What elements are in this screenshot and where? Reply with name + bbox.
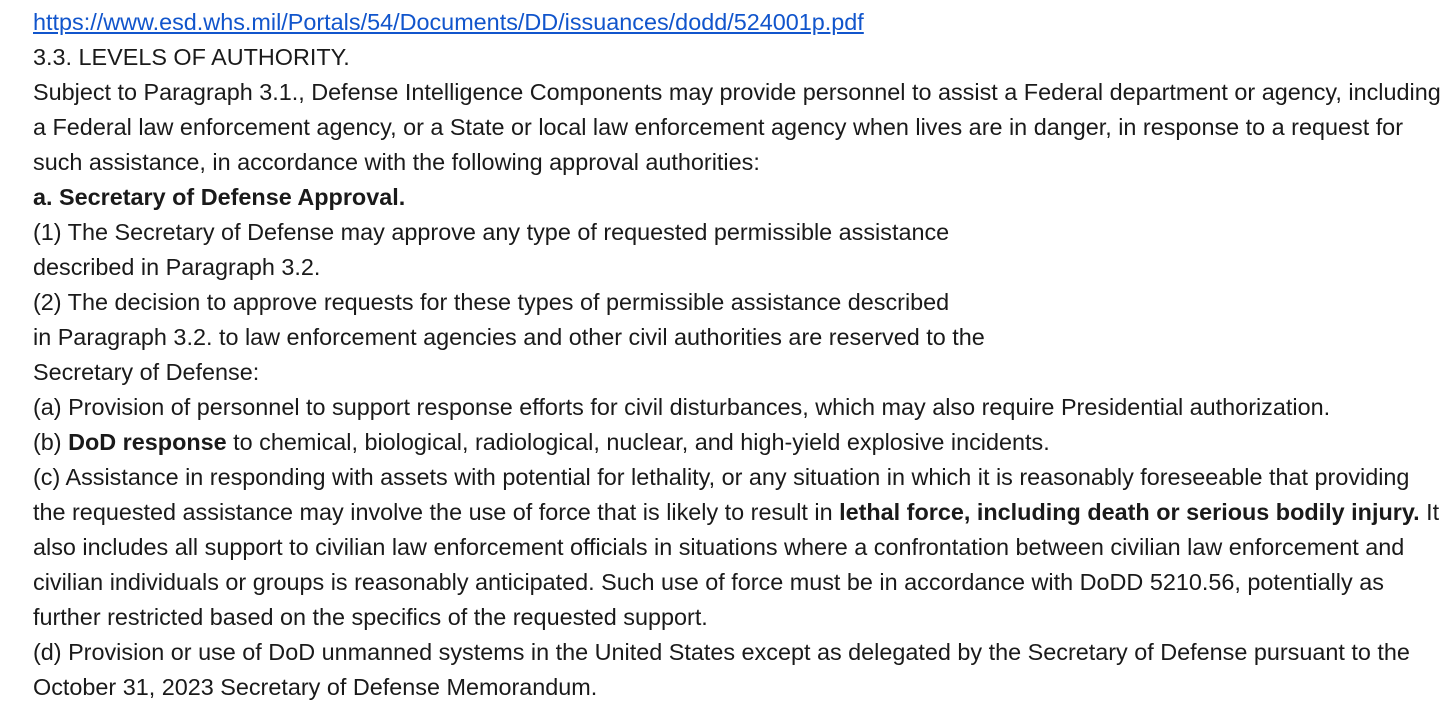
item-d-line-1: (d) Provision or use of DoD unmanned systems in the United States except as delegated by the Secretary of Defense pursuant to the [33,639,1410,665]
item-b [33,425,1449,460]
item-c-line-2 [33,495,1449,530]
item-d-line-2: October 31, 2023 Secretary of Defense Memorandum. [33,674,598,700]
item-c-line-5: further restricted based on the specifics of the requested support. [33,604,708,630]
source-link[interactable]: https://www.esd.whs.mil/Portals/54/Documents/DD/issuances/dodd/524001p.pdf [33,9,864,35]
item-2-line-2: in Paragraph 3.2. to law enforcement agencies and other civil authorities are reserved to the [33,324,985,350]
intro-line-1: Subject to Paragraph 3.1., Defense Intelligence Components may provide personnel to assist a Federal department or agency, including [33,79,1441,105]
item-2-line-1: (2) The decision to approve requests for these types of permissible assistance described [33,289,950,315]
intro-line-3: such assistance, in accordance with the following approval authorities: [33,149,760,175]
item-c-line-4: civilian individuals or groups is reasonably anticipated. Such use of force must be in accordance with DoDD 5210.56, potentially as [33,569,1384,595]
item-b-rest: to chemical, biological, radiological, nuclear, and high-yield explosive incidents. [226,429,1050,455]
item-c-line-1: (c) Assistance in responding with assets with potential for lethality, or any situation in which it is reasonably foreseeable that providing [33,464,1410,490]
item-b-prefix: (b) [33,429,69,455]
item-a: (a) Provision of personnel to support response efforts for civil disturbances, which may also require Presidential authorization. [33,394,1331,420]
item-c-line-3: also includes all support to civilian law enforcement officials in situations where a confrontation between civilian law enforcement and [33,534,1405,560]
item-b-bold: DoD response [68,429,227,455]
intro-line-2: a Federal law enforcement agency, or a State or local law enforcement agency when lives are in danger, in response to a request for [33,114,1403,140]
item-1-line-1: (1) The Secretary of Defense may approve any type of requested permissible assistance [33,219,950,245]
item-1-line-2: described in Paragraph 3.2. [33,254,321,280]
subheading: a. Secretary of Defense Approval. [33,184,406,210]
item-c-line-2-prefix: the requested assistance may involve the use of force that is likely to result in [33,499,840,525]
document-body [33,5,1449,705]
item-2-line-3: Secretary of Defense: [33,359,260,385]
item-c-line-2-suffix: It [1419,499,1440,525]
item-c-bold: lethal force, including death or serious bodily injury. [839,499,1420,525]
section-heading: 3.3. LEVELS OF AUTHORITY. [33,44,350,70]
